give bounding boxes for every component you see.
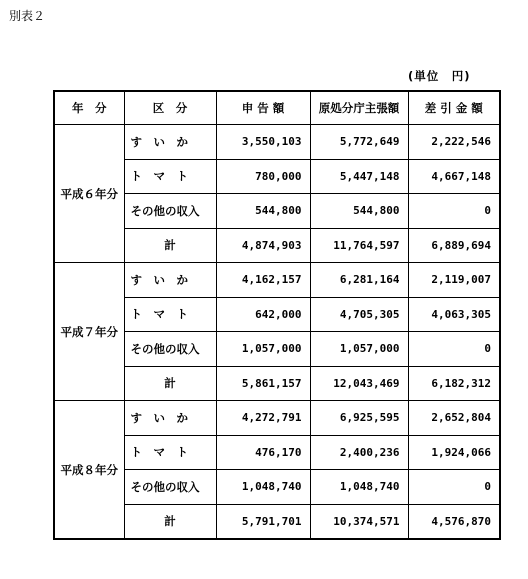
year-cell: 平成８年分 xyxy=(54,401,124,540)
original-cell: 2,400,236 xyxy=(310,435,408,470)
header-difference: 差 引 金 額 xyxy=(408,91,500,125)
table-row xyxy=(54,263,500,298)
difference-cell: 0 xyxy=(408,194,500,229)
original-cell: 12,043,469 xyxy=(310,366,408,401)
difference-cell: 2,652,804 xyxy=(408,401,500,436)
category-cell: す い か xyxy=(124,401,216,436)
difference-cell: 6,889,694 xyxy=(408,228,500,263)
original-cell: 4,705,305 xyxy=(310,297,408,332)
difference-cell: 2,119,007 xyxy=(408,263,500,298)
declared-cell: 4,272,791 xyxy=(216,401,310,436)
year-cell: 平成７年分 xyxy=(54,263,124,401)
original-cell: 544,800 xyxy=(310,194,408,229)
difference-cell: 4,576,870 xyxy=(408,504,500,539)
table-header-row xyxy=(54,91,500,125)
header-category: 区 分 xyxy=(124,91,216,125)
total-label: 計 xyxy=(124,228,216,263)
declared-cell: 476,170 xyxy=(216,435,310,470)
category-cell: その他の収入 xyxy=(124,332,216,367)
difference-cell: 2,222,546 xyxy=(408,125,500,160)
header-original: 原処分庁主張額 xyxy=(310,91,408,125)
declared-cell: 780,000 xyxy=(216,159,310,194)
difference-cell: 4,063,305 xyxy=(408,297,500,332)
table-row xyxy=(54,125,500,160)
original-cell: 6,925,595 xyxy=(310,401,408,436)
original-cell: 5,772,649 xyxy=(310,125,408,160)
difference-cell: 6,182,312 xyxy=(408,366,500,401)
revenue-table xyxy=(53,90,501,540)
declared-cell: 544,800 xyxy=(216,194,310,229)
total-label: 計 xyxy=(124,504,216,539)
declared-cell: 3,550,103 xyxy=(216,125,310,160)
unit-label: (単位 円) xyxy=(408,69,471,83)
difference-cell: 1,924,066 xyxy=(408,435,500,470)
difference-cell: 4,667,148 xyxy=(408,159,500,194)
difference-cell: 0 xyxy=(408,470,500,505)
header-declared: 申 告 額 xyxy=(216,91,310,125)
original-cell: 6,281,164 xyxy=(310,263,408,298)
declared-cell: 4,874,903 xyxy=(216,228,310,263)
declared-cell: 1,057,000 xyxy=(216,332,310,367)
year-cell: 平成６年分 xyxy=(54,125,124,263)
appendix-label: 別表２ xyxy=(9,9,46,23)
category-cell: ト マ ト xyxy=(124,297,216,332)
original-cell: 11,764,597 xyxy=(310,228,408,263)
declared-cell: 1,048,740 xyxy=(216,470,310,505)
original-cell: 5,447,148 xyxy=(310,159,408,194)
declared-cell: 5,861,157 xyxy=(216,366,310,401)
difference-cell: 0 xyxy=(408,332,500,367)
category-cell: す い か xyxy=(124,263,216,298)
category-cell: す い か xyxy=(124,125,216,160)
category-cell: ト マ ト xyxy=(124,435,216,470)
category-cell: その他の収入 xyxy=(124,194,216,229)
original-cell: 1,048,740 xyxy=(310,470,408,505)
total-label: 計 xyxy=(124,366,216,401)
declared-cell: 5,791,701 xyxy=(216,504,310,539)
original-cell: 10,374,571 xyxy=(310,504,408,539)
declared-cell: 4,162,157 xyxy=(216,263,310,298)
category-cell: ト マ ト xyxy=(124,159,216,194)
original-cell: 1,057,000 xyxy=(310,332,408,367)
header-year: 年 分 xyxy=(54,91,124,125)
category-cell: その他の収入 xyxy=(124,470,216,505)
table-row xyxy=(54,401,500,436)
declared-cell: 642,000 xyxy=(216,297,310,332)
